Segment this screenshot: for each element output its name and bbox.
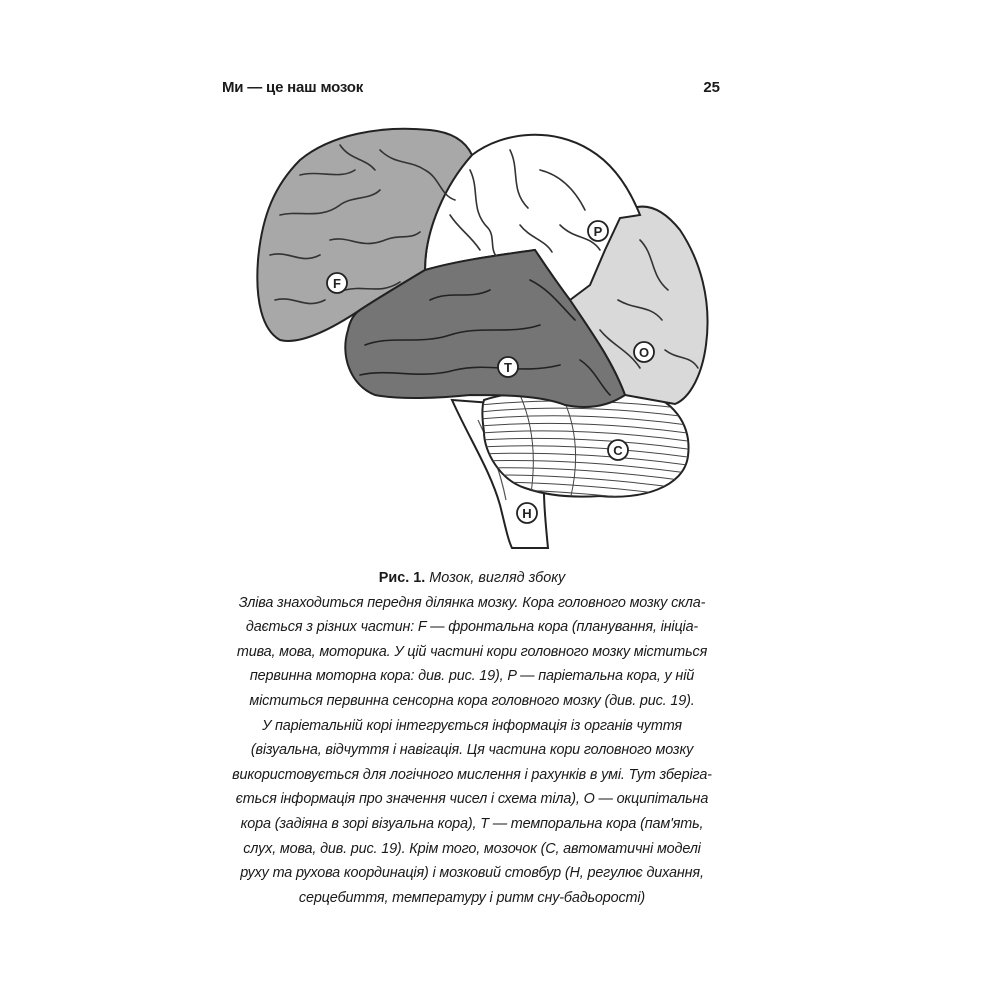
caption-line: Зліва знаходиться передня ділянка мозку. Кора головного мозку скла- bbox=[238, 594, 706, 611]
label-frontal bbox=[327, 273, 347, 293]
label-brainstem bbox=[517, 503, 537, 523]
caption-line: серцебиття, температуру і ритм сну-бадьорості) bbox=[298, 889, 646, 906]
caption-line: ється інформація про значення чисел і схема тіла), O — окципітальна bbox=[235, 791, 709, 808]
figure-caption bbox=[228, 566, 716, 910]
label-temporal bbox=[498, 357, 518, 377]
brain-illustration bbox=[240, 112, 720, 552]
label-brainstem-text: H bbox=[522, 506, 532, 521]
label-temporal-text: T bbox=[504, 360, 512, 375]
caption-line: тива, мова, моторика. У цій частині кори головного мозку міститься bbox=[236, 643, 708, 660]
caption-line: первинна моторна кора: див. рис. 19), P — паріетальна кора, у ній bbox=[249, 668, 695, 685]
caption-line: (візуальна, відчуття і навігація. Ця частина кори головного мозку bbox=[250, 742, 694, 759]
caption-line: дається з різних частин: F — фронтальна кора (планування, ініціа- bbox=[245, 619, 699, 636]
label-frontal-text: F bbox=[333, 276, 341, 291]
label-occipital bbox=[634, 342, 654, 362]
caption-fig-title: Мозок, вигляд збоку bbox=[429, 570, 566, 586]
caption-fig-number: Рис. 1. bbox=[378, 570, 426, 586]
caption-line: кора (задіяна в зорі візуальна кора), T — темпоральна кора (пам'ять, bbox=[240, 815, 704, 832]
running-title: Ми — це наш мозок bbox=[222, 79, 364, 96]
label-occipital-text: O bbox=[638, 345, 650, 360]
running-head bbox=[222, 77, 720, 101]
caption-line: руху та рухова координація) і мозковий стовбур (H, регулює дихання, bbox=[240, 865, 704, 882]
caption-line: використовується для логічного мислення і рахунків в умі. Тут зберіга- bbox=[232, 766, 712, 783]
caption-line: У паріетальній корі інтегрується інформація із органів чуття bbox=[262, 717, 682, 734]
page-number: 25 bbox=[703, 79, 720, 96]
caption-line: міститься первинна сенсорна кора головного мозку (див. рис. 19). bbox=[249, 692, 695, 709]
label-cerebellum-text: C bbox=[613, 443, 623, 458]
label-parietal-text: P bbox=[593, 224, 603, 239]
brain-figure bbox=[240, 112, 720, 552]
label-parietal bbox=[588, 221, 608, 241]
caption-title bbox=[228, 566, 716, 591]
caption-line: слух, мова, див. рис. 19). Крім того, мозочок (C, автоматичні моделі bbox=[243, 840, 701, 857]
label-cerebellum bbox=[608, 440, 628, 460]
